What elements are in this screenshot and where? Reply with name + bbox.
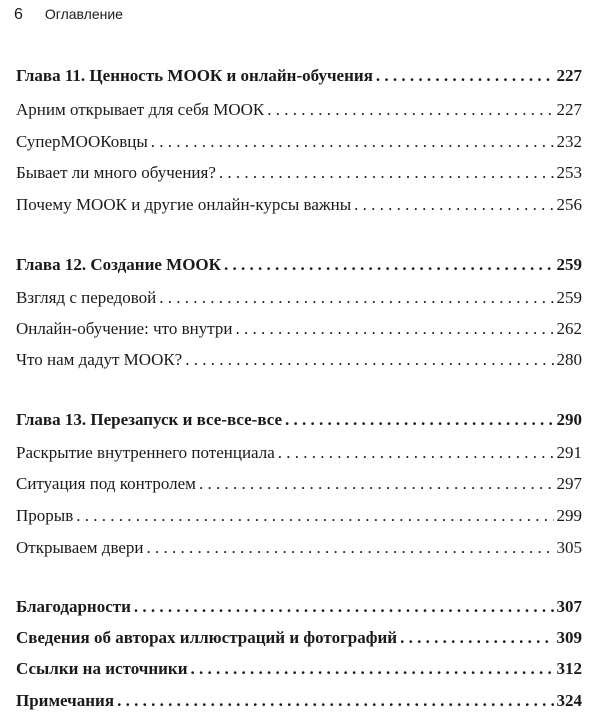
dot-leader — [285, 407, 553, 433]
toc-entry-title: Бывает ли много обучения? — [16, 163, 216, 182]
toc-entry-title: Что нам дадут МООК? — [16, 350, 183, 369]
toc-entry-page: 259 — [556, 255, 582, 274]
toc-entry-page: 256 — [556, 195, 582, 214]
dot-leader — [134, 594, 554, 620]
running-head — [14, 6, 123, 24]
toc-entry-title: Взгляд с передовой — [16, 288, 157, 307]
toc-entry-page: 305 — [556, 538, 582, 557]
toc-back-matter[interactable] — [16, 625, 582, 651]
dot-leader — [376, 63, 554, 89]
dot-leader — [147, 535, 554, 561]
dot-leader — [76, 503, 553, 529]
toc-entry-title: Почему МООК и другие онлайн-курсы важны — [16, 195, 352, 214]
dot-leader — [199, 471, 554, 497]
toc-entry[interactable] — [16, 129, 582, 155]
toc-entry-page: 299 — [556, 506, 582, 525]
toc-entry-title: Сведения об авторах иллюстраций и фотографий — [16, 628, 398, 647]
toc-entry-page: 262 — [556, 319, 582, 338]
toc-entry-title: СуперМООКовцы — [16, 132, 148, 151]
toc-chapter-13[interactable] — [16, 407, 582, 433]
toc-entry[interactable] — [16, 316, 582, 342]
running-head-title: Оглавление — [44, 6, 123, 22]
toc-entry-title: Ссылки на источники — [16, 659, 188, 678]
toc-back-matter[interactable] — [16, 688, 582, 714]
toc-entry[interactable] — [16, 285, 582, 311]
dot-leader — [278, 440, 554, 466]
dot-leader — [185, 347, 553, 373]
toc-entry-title: Благодарности — [16, 597, 131, 616]
toc-chapter-12[interactable] — [16, 252, 582, 278]
toc-entry[interactable] — [16, 535, 582, 561]
toc-entry-title: Прорыв — [16, 506, 74, 525]
toc-entry-page: 291 — [556, 443, 582, 462]
dot-leader — [219, 160, 554, 186]
toc-entry-page: 227 — [556, 100, 582, 119]
toc-entry[interactable] — [16, 160, 582, 186]
toc-entry-title: Глава 13. Перезапуск и все-все-все — [16, 410, 283, 429]
toc-entry-title: Ситуация под контролем — [16, 474, 196, 493]
toc-back-matter[interactable] — [16, 594, 582, 620]
toc-entry-title: Онлайн-обучение: что внутри — [16, 319, 233, 338]
dot-leader — [151, 129, 554, 155]
dot-leader — [117, 688, 553, 714]
toc-entry[interactable] — [16, 471, 582, 497]
dot-leader — [267, 97, 553, 123]
page-number: 6 — [14, 6, 23, 23]
toc-entry-page: 307 — [556, 597, 582, 616]
toc-entry-page: 297 — [556, 474, 582, 493]
toc-chapter-11[interactable] — [16, 63, 582, 89]
toc-entry-page: 232 — [556, 132, 582, 151]
toc-entry-page: 312 — [556, 659, 582, 678]
toc-entry-page: 309 — [556, 628, 582, 647]
toc-entry[interactable] — [16, 503, 582, 529]
dot-leader — [400, 625, 553, 651]
toc-entry[interactable] — [16, 97, 582, 123]
toc-entry-page: 290 — [556, 410, 582, 429]
toc-entry-page: 259 — [556, 288, 582, 307]
toc-entry-title: Открываем двери — [16, 538, 144, 557]
dot-leader — [159, 285, 553, 311]
toc-entry-page: 227 — [556, 66, 582, 85]
toc-entry-title: Глава 12. Создание МООК — [16, 255, 221, 274]
toc-entry-title: Раскрытие внутреннего потенциала — [16, 443, 275, 462]
toc-entry-page: 280 — [556, 350, 582, 369]
dot-leader — [354, 192, 553, 218]
toc-entry[interactable] — [16, 440, 582, 466]
toc-entry-page: 324 — [556, 691, 582, 710]
toc-back-matter[interactable] — [16, 656, 582, 682]
dot-leader — [224, 252, 554, 278]
dot-leader — [191, 656, 554, 682]
toc-entry[interactable] — [16, 347, 582, 373]
toc-entry-title: Арним открывает для себя МООК — [16, 100, 265, 119]
toc-entry-title: Примечания — [16, 691, 115, 710]
dot-leader — [235, 316, 553, 342]
toc-entry-title: Глава 11. Ценность МООК и онлайн-обучения — [16, 66, 373, 85]
toc-entry-page: 253 — [556, 163, 582, 182]
toc-entry[interactable] — [16, 192, 582, 218]
